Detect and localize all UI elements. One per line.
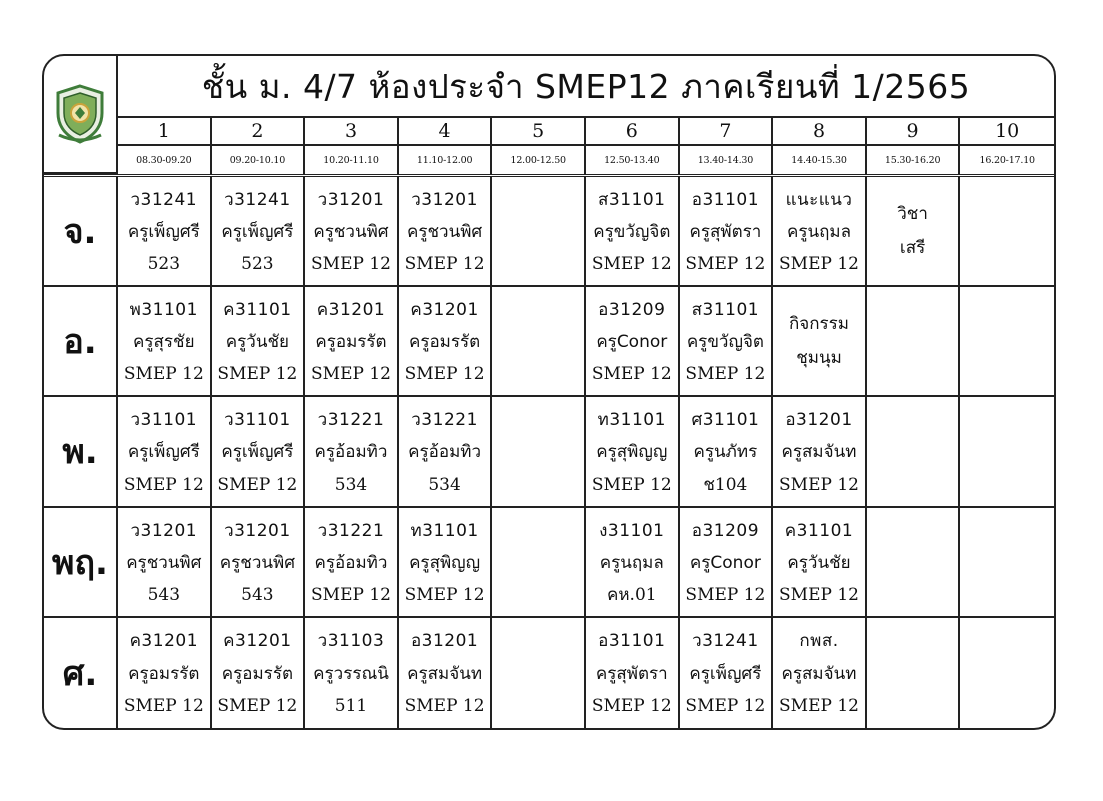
period-number: 1 xyxy=(118,118,212,144)
class-slot xyxy=(305,287,399,397)
activity-label: เสรี xyxy=(899,238,926,259)
room-label: SMEP 12 xyxy=(217,696,298,717)
class-slot xyxy=(586,618,680,728)
room-label: SMEP 12 xyxy=(217,474,298,495)
subject-code: ว31221 xyxy=(317,520,385,541)
room-label: SMEP 12 xyxy=(311,584,391,605)
teacher-name: ครูเพ็ญศรี xyxy=(689,663,762,684)
subject-code: ค31101 xyxy=(784,520,854,541)
subject-code: ว31201 xyxy=(317,190,385,210)
room-label: SMEP 12 xyxy=(685,364,766,385)
activity-label: ชุมนุม xyxy=(796,348,842,369)
teacher-name: ครูConor xyxy=(689,552,761,573)
logo-cell xyxy=(44,56,118,174)
room-label: 523 xyxy=(241,254,274,275)
teacher-name: ครูอมรรัต xyxy=(408,332,481,353)
room-label: 543 xyxy=(147,584,181,605)
period-time: 10.20-11.10 xyxy=(305,146,399,174)
class-slot xyxy=(680,508,774,618)
empty-slot xyxy=(492,618,586,728)
class-slot xyxy=(773,508,867,618)
room-label: SMEP 12 xyxy=(404,584,485,605)
day-label: อ. xyxy=(44,287,118,397)
class-slot xyxy=(305,397,399,507)
subject-code: ว31101 xyxy=(130,410,198,431)
teacher-name: ครูวันชัย xyxy=(225,332,289,353)
teacher-name: ครูชวนพิศ xyxy=(126,552,202,573)
subject-code: ง31101 xyxy=(599,520,665,541)
class-slot xyxy=(399,177,493,287)
empty-slot xyxy=(867,287,961,397)
teacher-name: ครูชวนพิศ xyxy=(219,552,295,573)
teacher-name: ครูขวัญจิต xyxy=(593,222,671,243)
room-label: 534 xyxy=(428,474,461,495)
day-label: ศ. xyxy=(44,618,118,728)
class-slot xyxy=(212,177,306,287)
subject-code: อ31209 xyxy=(598,300,666,321)
day-label: พฤ. xyxy=(44,508,118,618)
subject-code: ว31221 xyxy=(411,410,478,431)
class-slot xyxy=(680,618,774,728)
period-time: 12.00-12.50 xyxy=(492,146,586,174)
room-label: SMEP 12 xyxy=(123,696,204,717)
room-label: SMEP 12 xyxy=(123,474,204,495)
room-label: คห.01 xyxy=(606,584,657,605)
period-header-row xyxy=(118,118,1054,146)
period-time: 11.10-12.00 xyxy=(399,146,493,174)
period-number: 7 xyxy=(680,118,774,144)
subject-code: ว31221 xyxy=(317,410,385,431)
class-slot xyxy=(773,177,867,287)
subject-code: ท31101 xyxy=(597,410,666,431)
timetable-frame xyxy=(42,54,1056,730)
room-label: SMEP 12 xyxy=(591,474,672,495)
activity-label: กิจกรรม xyxy=(788,314,849,335)
class-slot xyxy=(773,287,867,397)
schedule-grid xyxy=(44,174,1054,728)
class-slot xyxy=(305,508,399,618)
class-slot xyxy=(118,397,212,507)
class-slot xyxy=(773,618,867,728)
subject-code: ว31103 xyxy=(317,630,385,651)
teacher-name: ครูขวัญจิต xyxy=(686,332,764,353)
empty-slot xyxy=(867,397,961,507)
teacher-name: ครูสุรชัย xyxy=(133,332,195,353)
empty-slot xyxy=(492,287,586,397)
subject-code: ค31201 xyxy=(223,630,292,651)
room-label: SMEP 12 xyxy=(779,696,859,717)
teacher-name: ครูสุพัตรา xyxy=(689,222,762,243)
teacher-name: ครูอ้อมทิว xyxy=(408,442,482,463)
class-slot xyxy=(305,618,399,728)
class-slot xyxy=(586,177,680,287)
class-slot xyxy=(118,177,212,287)
teacher-name: ครูเพ็ญศรี xyxy=(221,442,294,463)
class-slot xyxy=(118,618,212,728)
room-label: SMEP 12 xyxy=(311,364,391,385)
period-number: 9 xyxy=(867,118,961,144)
subject-code: อ31101 xyxy=(691,190,760,210)
class-slot xyxy=(212,508,306,618)
period-number: 5 xyxy=(492,118,586,144)
teacher-name: ครูสมจันท xyxy=(781,442,857,463)
day-label: จ. xyxy=(44,177,118,287)
day-label: พ. xyxy=(44,397,118,507)
room-label: 523 xyxy=(147,254,181,275)
class-slot xyxy=(586,287,680,397)
class-slot xyxy=(399,397,493,507)
subject-code: พ31101 xyxy=(129,300,198,321)
room-label: SMEP 12 xyxy=(685,584,766,605)
room-label: SMEP 12 xyxy=(591,254,672,275)
teacher-name: ครูอ้อมทิว xyxy=(314,442,388,463)
room-label: SMEP 12 xyxy=(591,364,672,385)
teacher-name: ครูอมรรัต xyxy=(221,663,293,684)
subject-code: ว31201 xyxy=(130,520,198,541)
teacher-name: ครูสุพิญญ xyxy=(409,552,481,573)
teacher-name: ครูเพ็ญศรี xyxy=(127,442,200,463)
teacher-name: ครูชวนพิศ xyxy=(406,222,483,243)
class-slot xyxy=(212,618,306,728)
class-slot xyxy=(118,508,212,618)
room-label: SMEP 12 xyxy=(779,584,859,605)
teacher-name: ครูอมรรัต xyxy=(315,332,387,353)
empty-slot xyxy=(960,397,1054,507)
subject-code: กพส. xyxy=(799,630,839,651)
subject-code: ว31101 xyxy=(224,410,291,431)
teacher-name: ครูสุพิญญ xyxy=(596,442,668,463)
teacher-name: ครูอ้อมทิว xyxy=(314,552,388,573)
class-slot xyxy=(212,287,306,397)
empty-slot xyxy=(867,508,961,618)
subject-code: ว31201 xyxy=(411,190,478,210)
subject-code: อ31101 xyxy=(598,630,666,651)
subject-code: ค31201 xyxy=(316,300,386,321)
room-label: SMEP 12 xyxy=(404,696,485,717)
subject-code: ว31201 xyxy=(224,520,291,541)
teacher-name: ครูสมจันท xyxy=(781,663,857,684)
class-slot xyxy=(305,177,399,287)
period-number: 10 xyxy=(995,120,1020,142)
class-slot xyxy=(773,397,867,507)
room-label: SMEP 12 xyxy=(685,254,766,275)
room-label: SMEP 12 xyxy=(779,474,859,495)
subject-code: ส31101 xyxy=(598,190,666,210)
teacher-name: ครูสุพัตรา xyxy=(595,663,668,684)
empty-slot xyxy=(960,618,1054,728)
room-label: SMEP 12 xyxy=(591,696,672,717)
period-time: 15.30-16.20 xyxy=(867,146,961,174)
teacher-name: ครูวรรณนิ xyxy=(313,663,389,684)
period-number: 6 xyxy=(586,118,680,144)
subject-code: อ31201 xyxy=(410,630,479,651)
subject-code: ค31201 xyxy=(410,300,479,321)
empty-slot xyxy=(960,177,1054,287)
room-label: ช104 xyxy=(703,474,748,495)
empty-slot xyxy=(492,397,586,507)
period-time: 08.30-09.20 xyxy=(118,146,212,174)
room-label: SMEP 12 xyxy=(217,364,298,385)
subject-code: ว31241 xyxy=(224,190,291,210)
class-slot xyxy=(399,618,493,728)
class-slot xyxy=(212,397,306,507)
subject-code: ท31101 xyxy=(410,520,479,541)
teacher-name: ครูชวนพิศ xyxy=(313,222,389,243)
empty-slot xyxy=(492,177,586,287)
empty-slot xyxy=(960,508,1054,618)
class-slot xyxy=(680,397,774,507)
class-slot xyxy=(680,287,774,397)
teacher-name: ครูนภัทร xyxy=(693,442,758,463)
teacher-name: ครูนฤมล xyxy=(786,222,852,243)
teacher-name: ครูเพ็ญศรี xyxy=(127,222,200,243)
empty-slot xyxy=(492,508,586,618)
room-label: SMEP 12 xyxy=(404,364,485,385)
period-number: 8 xyxy=(773,118,867,144)
class-slot xyxy=(399,508,493,618)
class-slot xyxy=(867,177,961,287)
teacher-name: ครูวันชัย xyxy=(787,552,851,573)
subject-code: ค31101 xyxy=(223,300,292,321)
teacher-name: ครูสมจันท xyxy=(407,663,483,684)
empty-slot xyxy=(867,618,961,728)
time-header-row xyxy=(118,146,1054,174)
room-label: 511 xyxy=(334,696,368,717)
room-label: SMEP 12 xyxy=(123,364,204,385)
period-time: 16.20-17.10 xyxy=(979,154,1035,166)
class-slot xyxy=(399,287,493,397)
class-slot xyxy=(586,508,680,618)
teacher-name: ครูเพ็ญศรี xyxy=(221,222,294,243)
class-slot xyxy=(586,397,680,507)
room-label: SMEP 12 xyxy=(685,696,766,717)
subject-code: ว31241 xyxy=(692,630,759,651)
room-label: 543 xyxy=(241,584,274,605)
subject-code: ส31101 xyxy=(691,300,760,321)
period-number: 2 xyxy=(212,118,306,144)
subject-code: ค31201 xyxy=(129,630,199,651)
room-label: SMEP 12 xyxy=(311,254,391,275)
page-title: ชั้น ม. 4/7 ห้องประจำ SMEP12 ภาคเรียนที่ 1/2565 xyxy=(118,56,1054,118)
subject-code: อ31209 xyxy=(691,520,760,541)
empty-slot xyxy=(960,287,1054,397)
room-label: SMEP 12 xyxy=(779,254,859,275)
period-time: 13.40-14.30 xyxy=(680,146,774,174)
class-slot xyxy=(118,287,212,397)
room-label: SMEP 12 xyxy=(404,254,485,275)
teacher-name: ครูConor xyxy=(596,332,668,353)
subject-code: อ31201 xyxy=(785,410,853,431)
period-time: 14.40-15.30 xyxy=(773,146,867,174)
school-emblem-icon xyxy=(53,83,107,145)
subject-code: ว31241 xyxy=(130,190,198,210)
period-number: 3 xyxy=(305,118,399,144)
subject-code: แนะแนว xyxy=(785,190,853,210)
subject-code: ศ31101 xyxy=(691,410,760,431)
teacher-name: ครูนฤมล xyxy=(599,552,664,573)
period-time: 12.50-13.40 xyxy=(586,146,680,174)
period-number: 4 xyxy=(399,118,493,144)
activity-label: วิชา xyxy=(897,204,928,225)
class-slot xyxy=(680,177,774,287)
room-label: 534 xyxy=(334,474,368,495)
period-time: 09.20-10.10 xyxy=(212,146,306,174)
teacher-name: ครูอมรรัต xyxy=(128,663,200,684)
